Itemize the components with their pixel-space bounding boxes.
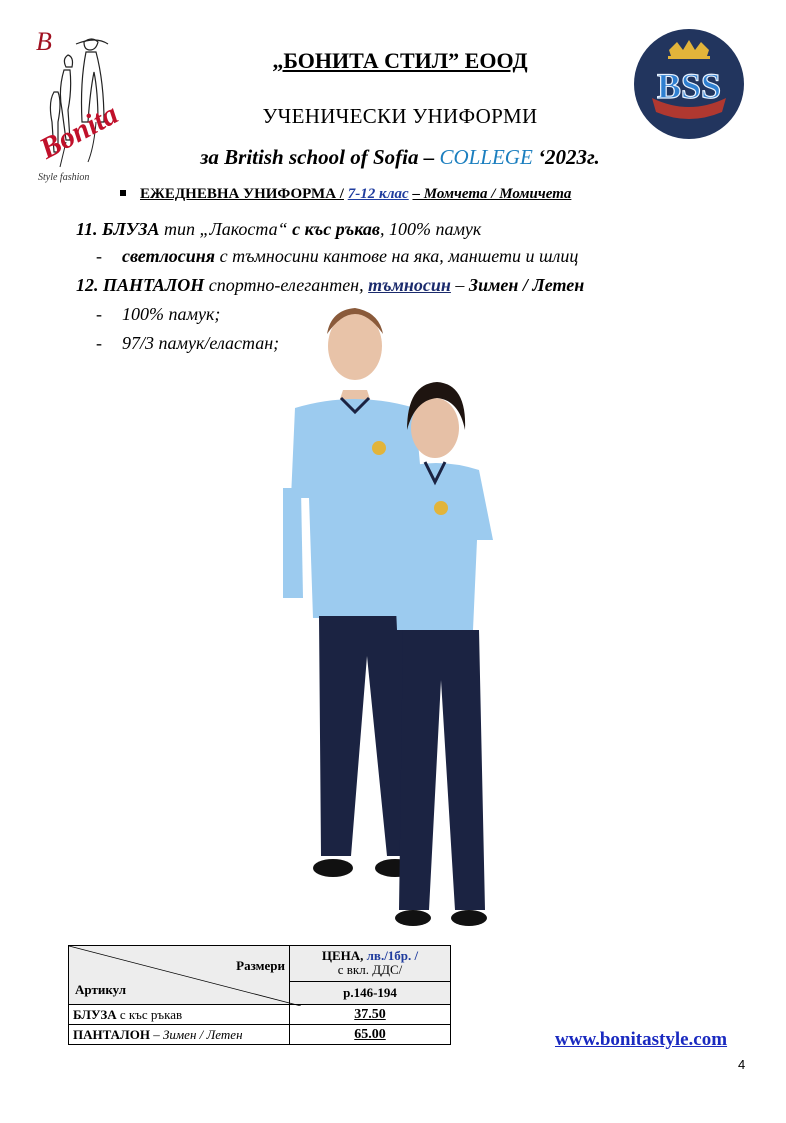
- article-cell: [69, 1005, 290, 1025]
- item-12-fabric-2: [96, 333, 279, 354]
- item-12-sep: –: [450, 275, 469, 295]
- item-11-fabric: , 100% памук: [379, 219, 482, 239]
- item-11-name: БЛУЗА: [102, 219, 160, 239]
- company-name: „БОНИТА СТИЛ” ЕООД: [272, 48, 528, 73]
- header-diagonal-cell: [69, 946, 290, 1005]
- uniform-photo: [255, 298, 505, 938]
- bullet-icon: [120, 190, 126, 196]
- article-name: БЛУЗА: [73, 1006, 117, 1022]
- item-11-sleeve: с къс ръкав: [292, 219, 380, 239]
- school-suffix: ‘2023г.: [532, 145, 600, 169]
- item-11-detail: [96, 246, 578, 267]
- item-12-text: спортно-елегантен,: [204, 275, 369, 295]
- section-title: ЕЖЕДНЕВНА УНИФОРМА /: [140, 186, 344, 202]
- item-12-season: Зимен / Летен: [468, 275, 585, 295]
- price-value: 65.00: [354, 1027, 386, 1042]
- item-12-line: [76, 275, 584, 296]
- article-name: ПАНТАЛОН: [73, 1026, 150, 1042]
- vat-note: с вкл. ДДС/: [337, 962, 403, 978]
- table-row: [69, 1005, 451, 1025]
- article-cell: [69, 1025, 290, 1045]
- item-12-name: ПАНТАЛОН: [103, 275, 205, 295]
- bss-logo: [632, 28, 746, 140]
- article-detail: с къс ръкав: [116, 1006, 183, 1022]
- item-12-fabric-1: [96, 304, 220, 325]
- crest-icon: [372, 441, 386, 455]
- bonita-logo: [26, 22, 126, 187]
- logo-tagline: Style fashion: [38, 172, 90, 183]
- dash-icon: -: [96, 304, 102, 324]
- table-row: [69, 1025, 451, 1045]
- item-11-line: [76, 219, 481, 240]
- section-gender: – Момчета / Момичета: [412, 186, 572, 202]
- price-label: ЦЕНА,: [321, 948, 367, 964]
- logo-wordmark: Bonita: [34, 97, 124, 166]
- college-label: COLLEGE: [439, 145, 533, 169]
- item-11-text: тип „Лакоста“: [159, 219, 293, 239]
- price-table: [68, 945, 451, 1045]
- size-range: р.146-194: [290, 981, 451, 1004]
- logo-letter: B: [36, 27, 52, 56]
- price-header: [290, 946, 451, 982]
- item-11-number: 11.: [76, 219, 98, 239]
- website-link[interactable]: www.bonitastyle.com: [555, 1029, 728, 1050]
- item-11-trim: с тъмносини кантове на яка, маншети и шлиц: [215, 246, 579, 266]
- item-11-color: светлосиня: [122, 246, 216, 266]
- crest-icon: [434, 501, 448, 515]
- school-prefix: за British school of Sofia –: [200, 145, 440, 169]
- fabric-option: 97/3 памук/еластан;: [122, 333, 280, 353]
- article-detail: – Зимен / Летен: [149, 1026, 243, 1042]
- fabric-option: 100% памук;: [122, 304, 221, 324]
- school-line: [120, 145, 680, 170]
- section-heading: [120, 186, 720, 203]
- item-12-color: тъмносин: [368, 275, 451, 295]
- dash-icon: -: [96, 246, 102, 266]
- item-12-number: 12.: [76, 275, 99, 295]
- price-value: 37.50: [354, 1007, 386, 1022]
- article-label: Артикул: [75, 982, 127, 997]
- sizes-label: Размери: [236, 958, 285, 973]
- page-number: 4: [738, 1057, 746, 1072]
- grade-range: 7-12 клас: [347, 186, 409, 202]
- dash-icon: -: [96, 333, 102, 353]
- price-unit: лв./1бр. /: [366, 948, 419, 964]
- document-title: УЧЕНИЧЕСКИ УНИФОРМИ: [262, 104, 538, 128]
- bss-letters: BSS: [656, 66, 722, 106]
